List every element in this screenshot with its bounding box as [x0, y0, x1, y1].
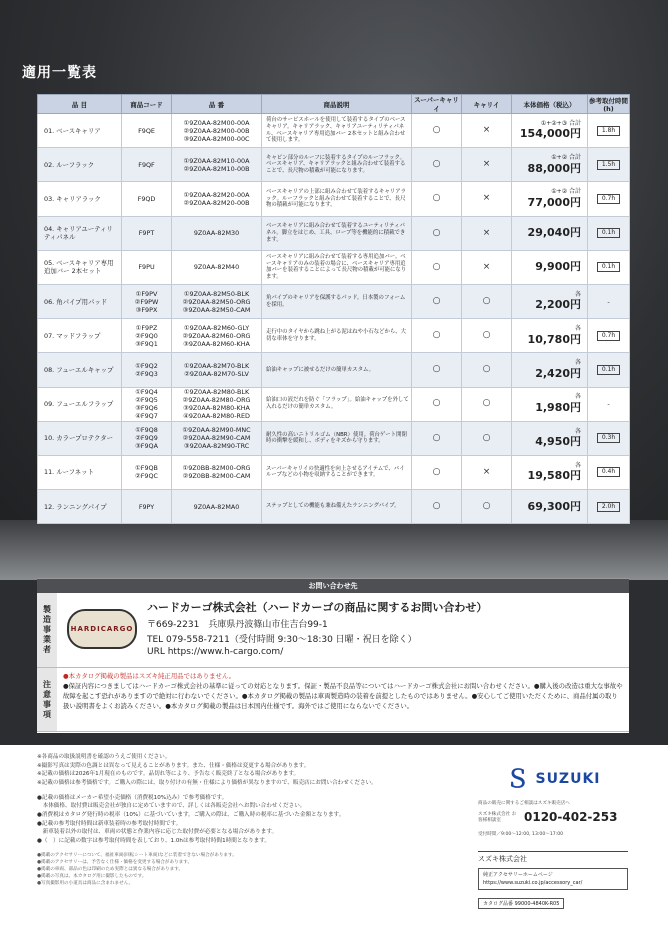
cell-part-number: ①9Z0AA-82M90-MNC ②9Z0AA-82M90-CAM ③9Z0AA-82M90-TRC	[172, 421, 262, 455]
cell-item-name: 05. ベースキャリア専用追加バー 2本セット	[38, 250, 122, 284]
footer-note: ※記載の価格は参考価格です。ご購入の際には、取り付けの有無・仕様により価格が異なりますので、販売店にお問い合わせください。	[37, 779, 377, 786]
cell-super-carry: ○	[412, 387, 462, 421]
table-row	[38, 455, 630, 489]
cell-product-code: ①F9Q8 ②F9Q9 ③F9QA	[122, 421, 172, 455]
cell-price: 各 4,950円	[512, 421, 588, 455]
notes-body	[57, 668, 629, 731]
cell-hours: 0.1h	[588, 353, 630, 387]
cell-carry: ×	[462, 216, 512, 250]
cell-item-name: 11. ルーフネット	[38, 455, 122, 489]
cell-super-carry: ○	[412, 250, 462, 284]
cell-super-carry: ○	[412, 319, 462, 353]
note-not-genuine: ●本カタログ掲載の製品はスズキ純正用品ではありません。	[63, 672, 236, 680]
header-hours: 参考取付時間(h)	[589, 96, 628, 113]
cell-item-name: 10. カラープロテクター	[38, 421, 122, 455]
maker-tel: TEL 079-558-7211（受付時間 9:30～18:30 日曜・祝日を除く）	[147, 635, 417, 645]
fine-print: ●掲載の写真は、本カタログ用に撮影したものです。	[37, 873, 147, 879]
price-note: ●（ ）に記載の数字は参考取付時間を表しており、1.0hは参考取付時間1時間となります。	[37, 837, 270, 844]
cell-product-code: ①F9QB ②F9QC	[122, 455, 172, 489]
fine-print: ●写真撮影用の小道具は商品に含まれません。	[37, 881, 134, 886]
cell-description: ベースキャリアに組み合わせて装着する専用追加バー。ベースキャリアのみの装着の場合に、ベースキャリア専用追加バーを装着することによって長尺物の積載が可能になります。	[262, 250, 412, 284]
cell-part-number: ①9Z0BB-82M00-ORG ②9Z0BB-82M00-CAM	[172, 455, 262, 489]
table-row	[38, 114, 630, 148]
cell-carry: ×	[462, 148, 512, 182]
suzuki-phone-row	[478, 810, 628, 824]
footer-note: ※各商品の取扱説明書を確認のうえご使用ください。	[37, 754, 171, 760]
cell-hours: 1.5h	[588, 148, 630, 182]
cell-description: ベースキャリアの上部に組み合わせて装着するキャリアラック。ルーフラックと組み合わせて装着することで、長尺物の積載が可能になります。	[262, 182, 412, 216]
applicable-parts-table	[37, 94, 629, 520]
cell-item-name: 08. フューエルキャップ	[38, 353, 122, 387]
cell-super-carry: ○	[412, 216, 462, 250]
footer	[0, 745, 668, 931]
cell-item-name: 03. キャリアラック	[38, 182, 122, 216]
table-row	[38, 490, 630, 524]
header-price: 本体価格（税込）	[512, 95, 588, 114]
cell-hours: 0.4h	[588, 455, 630, 489]
header-item: 品 目	[38, 95, 122, 114]
cell-product-code: F9QE	[122, 114, 172, 148]
cell-carry: ○	[462, 490, 512, 524]
cell-part-number: ①9Z0AA-82M20-00A ②9Z0AA-82M20-00B	[172, 182, 262, 216]
phone-label: スズキ株式会社 お客様相談室	[478, 811, 517, 823]
background-gradient	[0, 520, 668, 580]
contact-panel	[37, 578, 629, 733]
header-partno: 品 番	[172, 95, 262, 114]
suzuki-info: 商品の販売に関するご相談はスズキ販売店へ	[478, 801, 570, 806]
cell-description: 給油口の液だれを防ぐ「フラップ」。給油キャップを外して入れるだけの簡単カスタム。	[262, 387, 412, 421]
cell-super-carry: ○	[412, 182, 462, 216]
cell-part-number: ①9Z0AA-82M50-BLK ②9Z0AA-82M50-ORG ③9Z0AA-82M50-CAM	[172, 284, 262, 318]
maker-label: 製造事業者	[37, 593, 57, 667]
cell-item-name: 07. マッドフラップ	[38, 319, 122, 353]
price-note: ●消費税はカタログ発行時の税率（10%）に基づいています。ご購入の際は、ご購入時の税率に基づいた金額となります。	[37, 811, 345, 818]
table-row	[38, 319, 630, 353]
cell-product-code: F9PU	[122, 250, 172, 284]
cell-carry: ○	[462, 387, 512, 421]
contact-title: お問い合わせ先	[37, 579, 629, 593]
cell-product-code: F9PT	[122, 216, 172, 250]
table-row	[38, 182, 630, 216]
price-note: ●記載の参考取付時間は新車装着時の参考取付時間です。	[37, 820, 182, 827]
table-header-row	[38, 95, 630, 114]
cell-price: 各 1,980円	[512, 387, 588, 421]
cell-super-carry: ○	[412, 284, 462, 318]
cell-description: 給油キャップに被せるだけの簡単カスタム。	[262, 353, 412, 387]
table-row	[38, 421, 630, 455]
cell-product-code: F9PY	[122, 490, 172, 524]
table-row	[38, 387, 630, 421]
page-title: 適用一覧表	[22, 65, 97, 81]
phone-hours: 受付時間／9:00～12:00, 13:00～17:00	[478, 831, 564, 837]
suzuki-s-icon: Ｓ	[505, 765, 530, 793]
maker-info	[147, 593, 487, 667]
notes-label: 注意事項	[37, 668, 57, 731]
cell-price: 29,040円	[512, 216, 588, 250]
cell-product-code: ①F9PZ ②F9Q0 ③F9Q1	[122, 319, 172, 353]
cell-super-carry: ○	[412, 148, 462, 182]
cell-super-carry: ○	[412, 455, 462, 489]
cell-carry: ○	[462, 353, 512, 387]
cell-item-name: 02. ルーフラック	[38, 148, 122, 182]
notes-row	[37, 668, 629, 732]
cell-price: ①+② 合計 77,000円	[512, 182, 588, 216]
cell-super-carry: ○	[412, 490, 462, 524]
cell-part-number: ①9Z0AA-82M10-00A ②9Z0AA-82M10-00B	[172, 148, 262, 182]
cell-item-name: 09. フューエルフラップ	[38, 387, 122, 421]
cell-hours: 0.7h	[588, 182, 630, 216]
cell-description: 荷台のサービスホールを使用して装着するタイプのベースキャリア。キャリアラック、キャリアユーティリティパネル、ベースキャリア専用追加バー 2本セットと組み合わせて使用します。	[262, 114, 412, 148]
cell-description: ステップとしての機能も兼ね備えたランニングパイプ。	[262, 490, 412, 524]
fine-print: ●掲載のアクセサリーは、予告なく仕様・価格を変更する場合があります。	[37, 859, 193, 865]
catalog-number: カタログ品番 99000-4840K-R05	[478, 898, 564, 909]
cell-super-carry: ○	[412, 421, 462, 455]
table-row	[38, 250, 630, 284]
cell-carry: ×	[462, 182, 512, 216]
footer-note: ※記載の価格は2026年1月現在のものです。品切れ等により、予告なく販売終了となる場合があります。	[37, 771, 300, 778]
cell-super-carry: ○	[412, 353, 462, 387]
cell-super-carry: ○	[412, 114, 462, 148]
cell-price: 各 2,420円	[512, 353, 588, 387]
accessory-website[interactable]: 純正アクセサリーホームページ https://www.suzuki.co.jp/accessory_car/	[478, 868, 628, 890]
cell-part-number: ①9Z0AA-82M80-BLK ②9Z0AA-82M80-ORG ③9Z0AA-82M80-KHA ④9Z0AA-82M80-RED	[172, 387, 262, 421]
price-note: ●記載の価格はメーカー希望小売価格（消費税10%込み）で参考価格です。	[37, 794, 228, 801]
cell-description: スーパーキャリイの快適性を向上させるアイテムで、バイループなどの小物を収納することができます。	[262, 455, 412, 489]
cell-item-name: 01. ベースキャリア	[38, 114, 122, 148]
cell-description: 耐久性の高いニトリルゴム（NBR）使用。荷台ゲート開閉時の衝撃を緩和し、ボディをキズから守ります。	[262, 421, 412, 455]
cell-part-number: ①9Z0AA-82M00-00A ②9Z0AA-82M00-00B ③9Z0AA-82M00-00C	[172, 114, 262, 148]
cell-price: ①+②+③ 合計 154,000円	[512, 114, 588, 148]
cell-carry: ×	[462, 455, 512, 489]
note-warranty: ●保証内容につきましてはハードカーゴ株式会社の基準に従っての対応となります。保証・製品不良品等についてはハードカーゴ株式会社にお問い合わせください。●購入後の改造は重大な事故や故障を起こす恐れがありますので絶対に行わないでください。●本カタログ掲載の製品は車両製造時の装着を前提としたものではありません。●安心してご使用いただくために、商品付属の取り扱い説明書をよくお読みください。●本カタログ掲載の製品は日本国内仕様です。海外ではご使用にならないでください。	[63, 681, 623, 710]
cell-hours: -	[588, 387, 630, 421]
header-desc: 商品説明	[262, 95, 412, 114]
cell-part-number: ①9Z0AA-82M60-GLY ②9Z0AA-82M60-ORG ③9Z0AA-82M60-KHA	[172, 319, 262, 353]
cell-part-number: 9Z0AA-82MA0	[172, 490, 262, 524]
cell-item-name: 12. ランニングパイプ	[38, 490, 122, 524]
cell-product-code: F9QD	[122, 182, 172, 216]
cell-description: 走行中のタイヤから跳ね上がる泥はねや小石などから、大切な車体を守ります。	[262, 319, 412, 353]
cell-hours: 2.0h	[588, 490, 630, 524]
cell-hours: -	[588, 284, 630, 318]
cell-price: 各 2,200円	[512, 284, 588, 318]
footer-note: ※撮影写真は実際の色調とは異なって見えることがあります。また、仕様・価格は変更する場合があります。	[37, 762, 310, 769]
fine-print: ●掲載のアクセサリーについて、福祉車両(回転シート車両)などに装着できない場合があります。	[37, 852, 237, 858]
cell-carry: ×	[462, 250, 512, 284]
cell-hours: 0.1h	[588, 250, 630, 284]
header-carry: キャリイ	[462, 95, 512, 114]
footer-notes	[37, 753, 457, 887]
cell-product-code: ①F9Q4 ②F9Q5 ③F9Q6 ④F9Q7	[122, 387, 172, 421]
hardcargo-logo: HARDICARGO	[67, 609, 137, 649]
table-row	[38, 353, 630, 387]
cell-description: ベースキャリアに組み合わせて装着するユーティリティパネル。脚立をはじめ、工具、ロープ等を機能的に積載できます。	[262, 216, 412, 250]
table-row	[38, 216, 630, 250]
cell-hours: 0.1h	[588, 216, 630, 250]
cell-product-code: ①F9Q2 ②F9Q3	[122, 353, 172, 387]
cell-item-name: 06. 角パイプ用パッド	[38, 284, 122, 318]
cell-item-name: 04. キャリアユーティリティパネル	[38, 216, 122, 250]
cell-price: 各 19,580円	[512, 455, 588, 489]
fine-print: ●掲載の車両、部品の色は印刷のため実際とは異なる場合があります。	[37, 866, 184, 872]
maker-url[interactable]: URL https://www.h-cargo.com/	[147, 647, 284, 657]
cell-description: キャビン部分のルーフに装着するタイプのルーフラック。ベースキャリア、キャリアラックと組み合わせて装着することで、長尺物の積載が可能になります。	[262, 148, 412, 182]
cell-product-code: ①F9PV ②F9PW ③F9PX	[122, 284, 172, 318]
cell-price: 各 10,780円	[512, 319, 588, 353]
suzuki-company: スズキ株式会社	[478, 851, 628, 864]
maker-company: ハードカーゴ株式会社（ハードカーゴの商品に関するお問い合わせ）	[147, 601, 488, 614]
cell-part-number: 9Z0AA-82M40	[172, 250, 262, 284]
suzuki-logo: Ｓ SUZUKI	[505, 765, 601, 793]
cell-description: 角パイプのキャリアを保護するパッド。日本製のフォームを採用。	[262, 284, 412, 318]
maker-row	[37, 593, 629, 668]
cell-hours: 0.7h	[588, 319, 630, 353]
suzuki-block	[478, 765, 628, 909]
cell-price: 69,300円	[512, 490, 588, 524]
cell-price: 9,900円	[512, 250, 588, 284]
price-note: 本体価格、取付費は販売会社が独自に定めていますので、詳しくは各販売会社へお問い合わせください。	[37, 803, 306, 810]
header-super-carry: スーパーキャリイ	[412, 95, 462, 114]
maker-address: 〒669-2231 兵庫県丹波篠山市住吉台99-1	[147, 620, 328, 630]
cell-part-number: 9Z0AA-82M30	[172, 216, 262, 250]
cell-carry: ○	[462, 284, 512, 318]
phone-number[interactable]: 0120-402-253	[524, 809, 618, 824]
cell-part-number: ①9Z0AA-82M70-BLK ②9Z0AA-82M70-SLV	[172, 353, 262, 387]
price-note: 新車装着以外の取付は、車両の状態と作業内容に応じた取付費が必要となる場合があります。	[37, 829, 278, 836]
cell-hours: 0.3h	[588, 421, 630, 455]
cell-carry: ○	[462, 319, 512, 353]
cell-hours: 1.8h	[588, 114, 630, 148]
cell-price: ①+② 合計 88,000円	[512, 148, 588, 182]
header-code: 商品コード	[122, 95, 172, 114]
cell-product-code: F9QF	[122, 148, 172, 182]
table-row	[38, 284, 630, 318]
table-row	[38, 148, 630, 182]
cell-carry: ○	[462, 421, 512, 455]
cell-carry: ×	[462, 114, 512, 148]
